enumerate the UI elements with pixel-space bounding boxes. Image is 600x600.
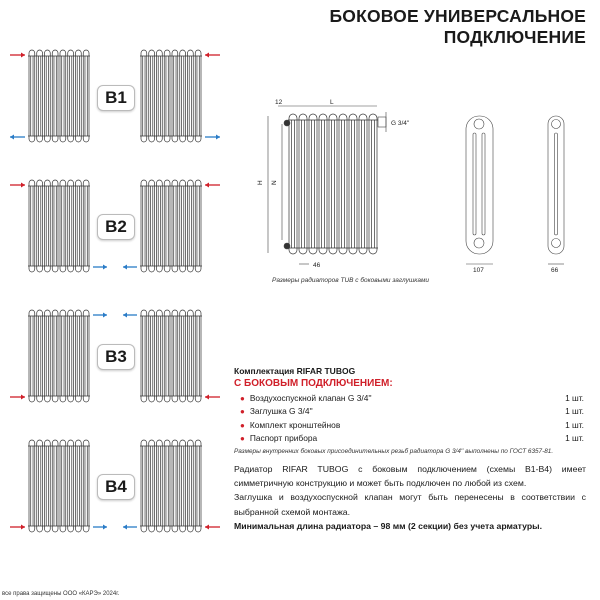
dim-depth-3col: 107 [473, 267, 484, 274]
description [234, 462, 586, 533]
kit-note: Размеры внутренних боковых присоединительных резьб радиатора G 3/4'' выполнены по ГОСТ 6357-81. [234, 448, 554, 455]
radiator-section [319, 114, 327, 254]
dim-length: L [330, 99, 334, 106]
dim-axis: N [271, 180, 278, 185]
dim-thread: G 3/4'' [391, 120, 410, 127]
kit-item [234, 432, 584, 446]
kit-item [234, 418, 584, 432]
kit-section [234, 366, 584, 455]
radiator-section [309, 114, 317, 254]
title-line-1: БОКОВОЕ УНИВЕРСАЛЬНОЕ [329, 6, 586, 26]
dim-section: 46 [313, 262, 321, 269]
valve-fitting [378, 112, 386, 132]
radiator-section [349, 114, 357, 254]
dim-depth-2col: 66 [551, 267, 559, 274]
radiator-section [369, 114, 377, 254]
kit-item [234, 405, 584, 419]
plug-top [284, 120, 290, 126]
description-p3: Минимальная длина радиатора – 98 мм (2 секции) без учета арматуры. [234, 520, 543, 531]
scheme-label-b2: B2 [97, 214, 135, 240]
radiator-front-view [284, 112, 386, 254]
side-view-3col-top-port [474, 119, 484, 129]
kit-item-name: Паспорт прибора [249, 433, 318, 444]
description-p2: Заглушка и воздухоспускной клапан могут быть перенесены в соответствии с выбранной схемой монтажа. [234, 492, 586, 517]
kit-item-name: Комплект кронштейнов [249, 419, 341, 430]
description-p1: Радиатор RIFAR TUBOG с боковым подключением (схемы B1-B4) имеет симметричную конструкцию и может быть подключен по любой из схем. [234, 464, 586, 489]
bullet-icon: ● [240, 393, 245, 403]
radiator-section [289, 114, 297, 254]
dim-height: H [257, 180, 264, 185]
kit-item-qty: 1 шт. [565, 419, 584, 430]
scheme-label-b1: B1 [97, 85, 135, 111]
radiator-section [359, 114, 367, 254]
side-view-2col-bottom-port [552, 239, 561, 248]
bullet-icon: ● [240, 420, 245, 430]
kit-item-name: Заглушка G 3/4'' [249, 406, 313, 417]
side-view-2col-top-port [552, 120, 561, 129]
kit-item-qty: 1 шт. [565, 406, 584, 417]
kit-heading: Комплектация RIFAR TUBOG [234, 366, 356, 376]
kit-item-name: Воздухоспускной клапан G 3/4'' [249, 392, 372, 403]
radiator-section [299, 114, 307, 254]
radiator-front [288, 114, 378, 254]
side-view-2col [548, 116, 564, 254]
title-line-2: ПОДКЛЮЧЕНИЕ [443, 27, 586, 47]
radiator-section [329, 114, 337, 254]
side-view-3col [466, 116, 493, 254]
dim-offset: 12 [275, 99, 283, 106]
dimension-caption: Размеры радиаторов TUB с боковыми заглушками [272, 277, 430, 284]
kit-item [234, 391, 584, 405]
plug-bottom [284, 243, 290, 249]
bullet-icon: ● [240, 434, 245, 444]
kit-item-qty: 1 шт. [565, 433, 584, 444]
kit-item-qty: 1 шт. [565, 392, 584, 403]
kit-subheading: С БОКОВЫМ ПОДКЛЮЧЕНИЕМ: [234, 378, 393, 389]
bullet-icon: ● [240, 407, 245, 417]
scheme-label-b4: B4 [97, 474, 135, 500]
side-view-3col-bottom-port [474, 238, 484, 248]
radiator-section [339, 114, 347, 254]
scheme-label-b3: B3 [97, 344, 135, 370]
copyright: все права защищены ООО «КАРЭ» 2024г. [2, 591, 120, 597]
